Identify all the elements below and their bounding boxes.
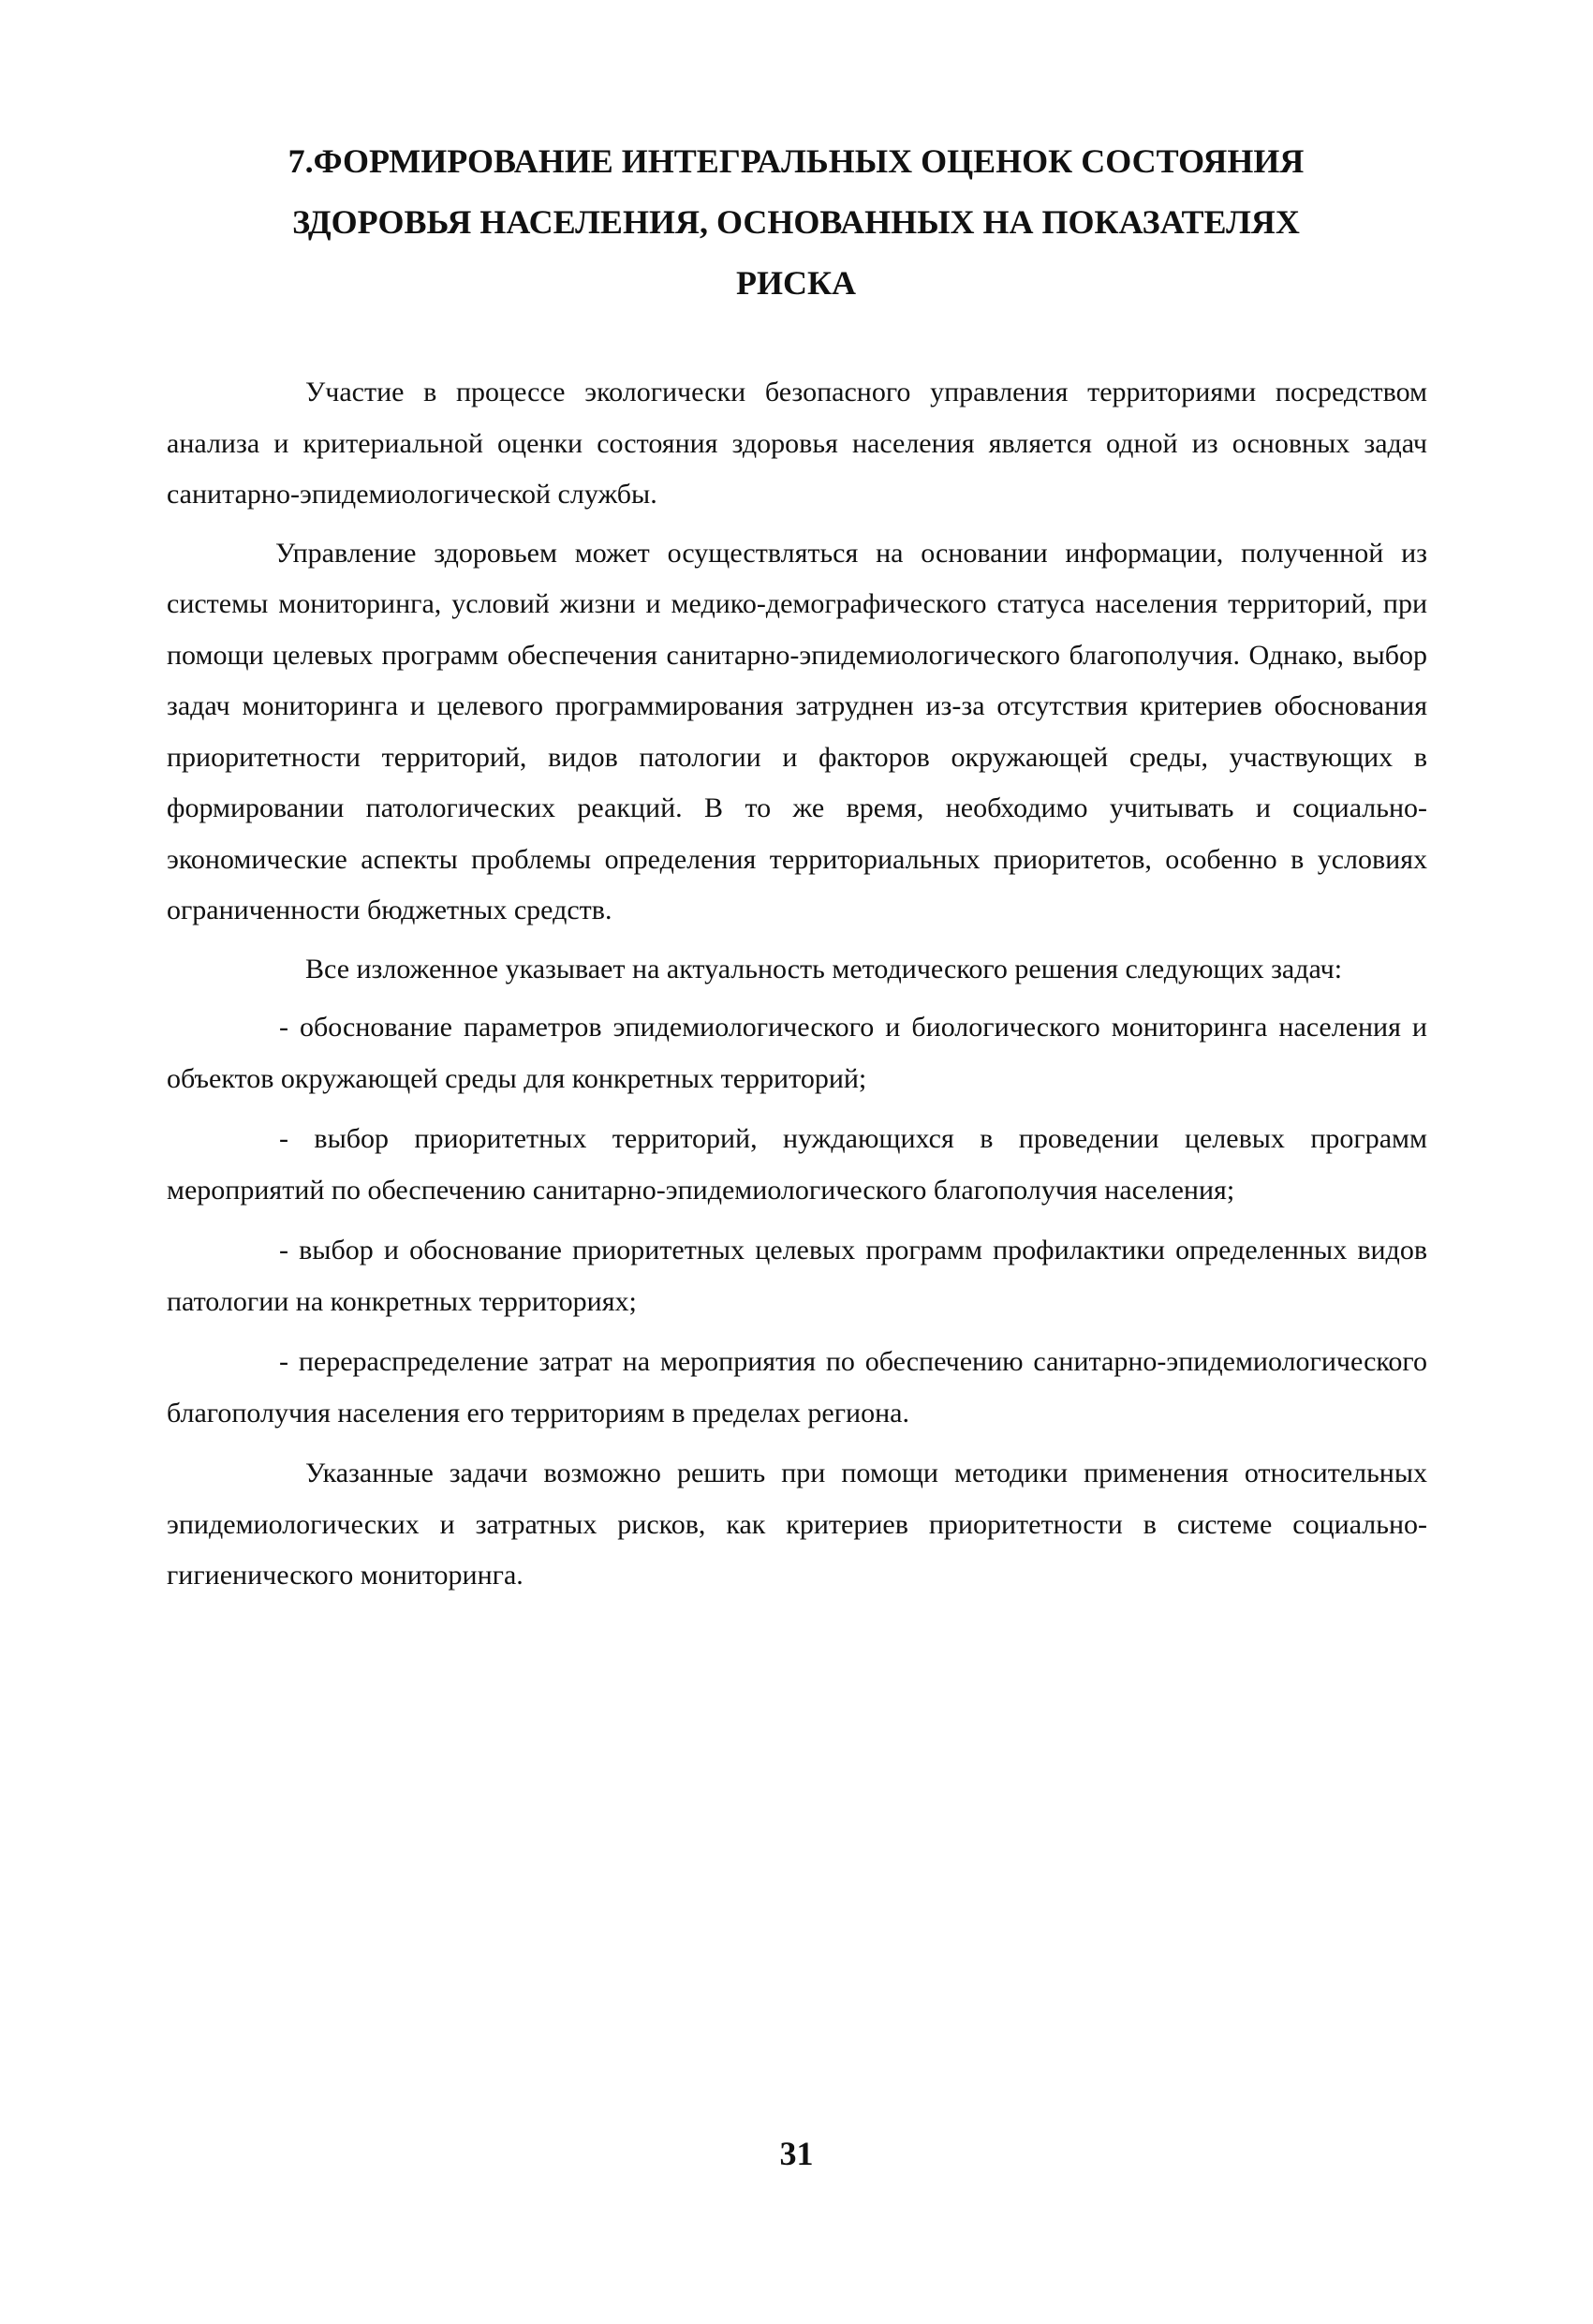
document-body bbox=[167, 367, 1427, 1609]
task-list-item: - выбор приоритетных территорий, нуждающихся в проведении целевых программ мероприятий по обеспечению санитарно-эпидемиологического благополучия населения; bbox=[167, 1123, 1427, 1206]
paragraph-health-management: Управление здоровьем может осуществляться на основании информации, полученной из системы мониторинга, условий жизни и медико-демографического статуса населения территорий, при помощи целевых программ обеспечения санитарно-эпидемиологического благополучия. Однако, выбор задач мониторинга и целевого программирования затруднен из-за отсутствия критериев обоснования приоритетности территорий, видов патологии и факторов окружающей среды, участвующих в формировании патологических реакций. В то же время, необходимо учитывать и социально-экономические аспекты проблемы определения территориальных приоритетов, особенно в условиях ограниченности бюджетных средств. bbox=[167, 537, 1427, 925]
paragraph-closing: Указанные задачи возможно решить при помощи методики применения относительных эпидемиологических и затратных рисков, как критериев приоритетности в системе социально-гигиенического мониторинга. bbox=[167, 1458, 1427, 1591]
task-list-item: - выбор и обоснование приоритетных целевых программ профилактики определенных видов патологии на конкретных территориях; bbox=[167, 1235, 1427, 1317]
title-line: РИСКА bbox=[735, 264, 857, 302]
title-line: 7.ФОРМИРОВАНИЕ ИНТЕГРАЛЬНЫХ ОЦЕНОК СОСТОЯНИЯ bbox=[288, 142, 1305, 180]
task-list-item: - перераспределение затрат на мероприятия по обеспечению санитарно-эпидемиологического благополучия населения его территориям в пределах региона. bbox=[167, 1346, 1427, 1428]
paragraph-tasks-intro: Все изложенное указывает на актуальность методического решения следующих задач: bbox=[305, 953, 1343, 984]
paragraph-intro: Участие в процессе экологически безопасного управления территориями посредством анализа и критериальной оценки состояния здоровья населения является одной из основных задач санитарно-эпидемиологической службы. bbox=[167, 377, 1427, 510]
section-title bbox=[215, 131, 1377, 314]
title-line: ЗДОРОВЬЯ НАСЕЛЕНИЯ, ОСНОВАННЫХ НА ПОКАЗАТЕЛЯХ bbox=[292, 203, 1300, 241]
page-number: 31 bbox=[779, 2135, 814, 2172]
task-list-item: - обоснование параметров эпидемиологического и биологического мониторинга населения и объектов окружающей среды для конкретных территорий; bbox=[167, 1012, 1427, 1094]
